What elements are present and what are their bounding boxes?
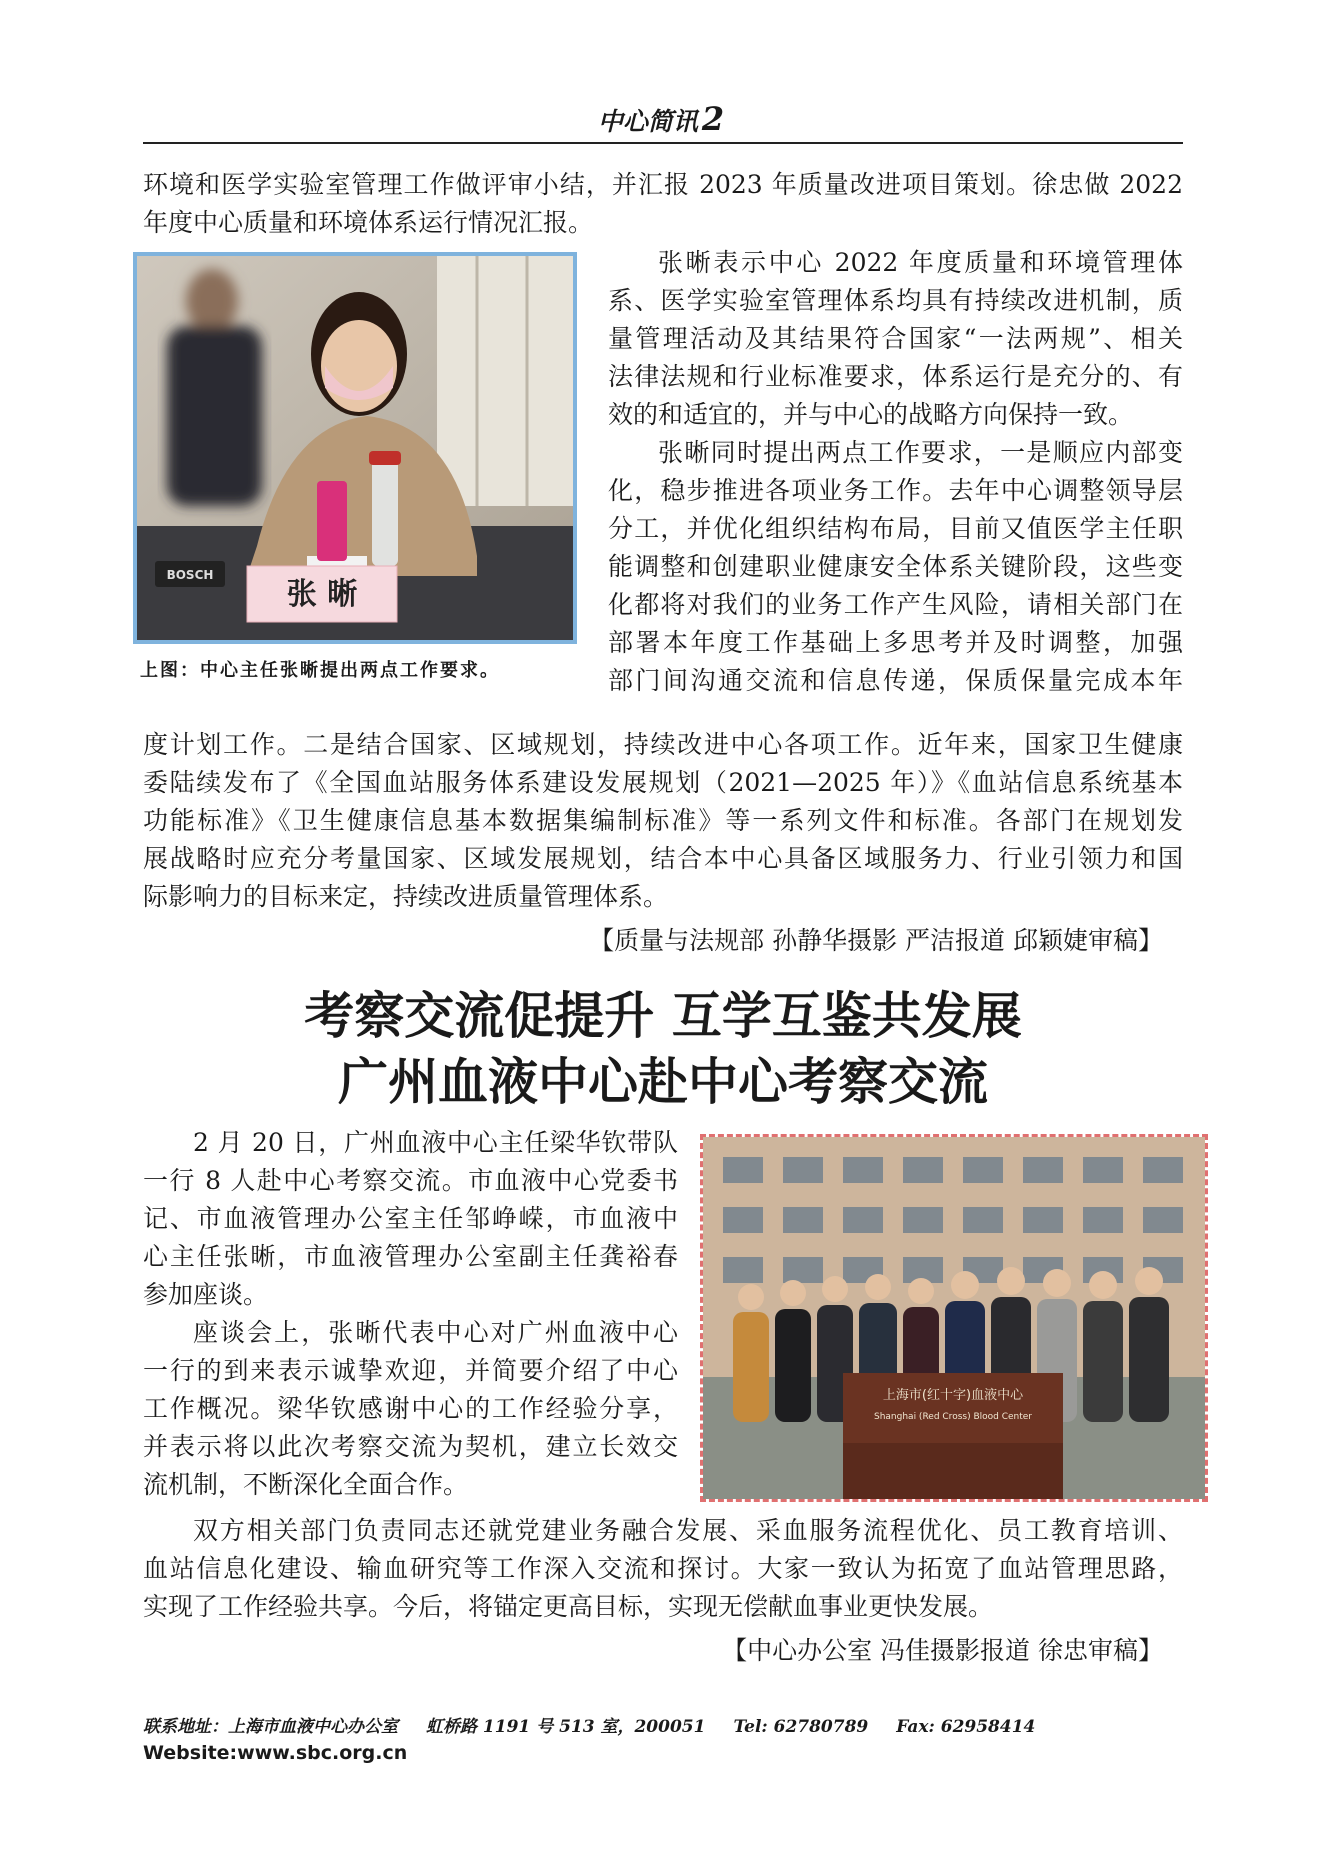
photo-group-visit-image bbox=[703, 1137, 1205, 1499]
footer-contact bbox=[143, 1712, 1063, 1737]
photo-group-visit bbox=[700, 1134, 1208, 1502]
footer-tel: Tel: 62780789 bbox=[733, 1717, 869, 1737]
article1-wrap-line: 量管理活动及其结果符合国家“一法两规”、相关 bbox=[608, 324, 1183, 353]
article1-full-line: 委陆续发布了《全国血站服务体系建设发展规划（2021—2025 年）》《血站信息系统基本 bbox=[143, 768, 1183, 797]
article1-wrap-line: 化，稳步推进各项业务工作。去年中心调整领导层 bbox=[608, 476, 1183, 505]
article1-wrap-line: 张晰表示中心 2022 年度质量和环境管理体 bbox=[658, 248, 1183, 277]
article2-full-line: 血站信息化建设、输血研究等工作深入交流和探讨。大家一致认为拓宽了血站管理思路， bbox=[143, 1554, 1183, 1583]
article1-full-line: 度计划工作。二是结合国家、区域规划，持续改进中心各项工作。近年来，国家卫生健康 bbox=[143, 730, 1183, 759]
article1-wrap-line: 化都将对我们的业务工作产生风险，请相关部门在 bbox=[608, 590, 1183, 619]
article2-wrap-line: 一行 8 人赴中心考察交流。市血液中心党委书 bbox=[143, 1166, 678, 1195]
footer-fax: Fax: 62958414 bbox=[896, 1717, 1036, 1737]
article2-wrap-line: 流机制，不断深化全面合作。 bbox=[143, 1470, 469, 1499]
article1-credit: 【质量与法规部 孙静华摄影 严洁报道 邱颖婕审稿】 bbox=[589, 926, 1163, 955]
photo-director-speaking-image bbox=[137, 256, 573, 640]
footer-address: 联系地址：上海市血液中心办公室 bbox=[143, 1717, 398, 1737]
nameplate-text: 张 晰 bbox=[286, 577, 358, 612]
article2-wrap-line: 一行的到来表示诚挚欢迎，并简要介绍了中心 bbox=[143, 1356, 678, 1385]
article1-wrap-block bbox=[608, 244, 1183, 700]
article2-credit: 【中心办公室 冯佳摄影报道 徐忠审稿】 bbox=[722, 1636, 1163, 1665]
article1-wrap-line: 效的和适宜的，并与中心的战略方向保持一致。 bbox=[608, 400, 1134, 429]
newsletter-title: 中心简讯 bbox=[597, 107, 698, 136]
footer-website[interactable]: Website:www.sbc.org.cn bbox=[143, 1742, 408, 1764]
newsletter-header bbox=[0, 100, 1322, 138]
article2-wrap-line: 心主任张晰，市血液管理办公室副主任龚裕春 bbox=[143, 1242, 678, 1271]
article1-wrap-line: 张晰同时提出两点工作要求，一是顺应内部变 bbox=[658, 438, 1183, 467]
article2-wrap-line: 工作概况。梁华钦感谢中心的工作经验分享， bbox=[143, 1394, 678, 1423]
article1-wrap-line: 分工，并优化组织结构布局，目前又值医学主任职 bbox=[608, 514, 1183, 543]
article1-wrap-line: 部门间沟通交流和信息传递，保质保量完成本年 bbox=[608, 666, 1183, 695]
building-sign-line1: 上海市(红十字)血液中心 bbox=[882, 1388, 1024, 1403]
article1-wrap-line: 法律法规和行业标准要求，体系运行是充分的、有 bbox=[608, 362, 1183, 391]
article1-wrap-line: 系、医学实验室管理体系均具有持续改进机制，质 bbox=[608, 286, 1183, 315]
article2-wrap-block bbox=[143, 1124, 678, 1504]
article1-full-line: 功能标准》《卫生健康信息基本数据集编制标准》等一系列文件和标准。各部门在规划发 bbox=[143, 806, 1183, 835]
article1-line-2: 年度中心质量和环境体系运行情况汇报。 bbox=[143, 208, 594, 237]
article2-wrap-line: 记、市血液管理办公室主任邹峥嵘，市血液中 bbox=[143, 1204, 678, 1233]
article2-headline-2: 广州血液中心赴中心考察交流 bbox=[338, 1053, 988, 1111]
mic-brand-label: BOSCH bbox=[166, 568, 214, 582]
article1-full-line: 际影响力的目标来定，持续改进质量管理体系。 bbox=[143, 882, 669, 911]
article1-wrap-line: 部署本年度工作基础上多思考并及时调整，加强 bbox=[608, 628, 1183, 657]
page-number: 2 bbox=[701, 100, 725, 138]
building-sign-line2: Shanghai (Red Cross) Blood Center bbox=[874, 1412, 1032, 1422]
article1-wrap-line: 能调整和创建职业健康安全体系关键阶段，这些变 bbox=[608, 552, 1183, 581]
article2-wrap-line: 并表示将以此次考察交流为契机，建立长效交 bbox=[143, 1432, 678, 1461]
article2-headline-1: 考察交流促提升 互学互鉴共发展 bbox=[304, 987, 1022, 1045]
footer-street: 虹桥路 1191 号 513 室，200051 bbox=[426, 1717, 706, 1737]
article1-full-line: 展战略时应充分考量国家、区域发展规划，结合本中心具备区域服务力、行业引领力和国 bbox=[143, 844, 1183, 873]
header-divider bbox=[143, 142, 1183, 144]
article2-wrap-line: 2 月 20 日，广州血液中心主任梁华钦带队 bbox=[193, 1128, 678, 1157]
article2-full-line: 双方相关部门负责同志还就党建业务融合发展、采血服务流程优化、员工教育培训、 bbox=[193, 1516, 1183, 1545]
article1-line-1: 环境和医学实验室管理工作做评审小结，并汇报 2023 年质量改进项目策划。徐忠做 2022 bbox=[143, 170, 1183, 199]
article2-wrap-line: 参加座谈。 bbox=[143, 1280, 269, 1309]
article2-wrap-line: 座谈会上，张晰代表中心对广州血液中心 bbox=[193, 1318, 678, 1347]
article2-full-line: 实现了工作经验共享。今后，将锚定更高目标，实现无偿献血事业更快发展。 bbox=[143, 1592, 994, 1621]
photo-director-speaking bbox=[133, 252, 577, 644]
photo-caption: 上图：中心主任张晰提出两点工作要求。 bbox=[140, 660, 500, 681]
